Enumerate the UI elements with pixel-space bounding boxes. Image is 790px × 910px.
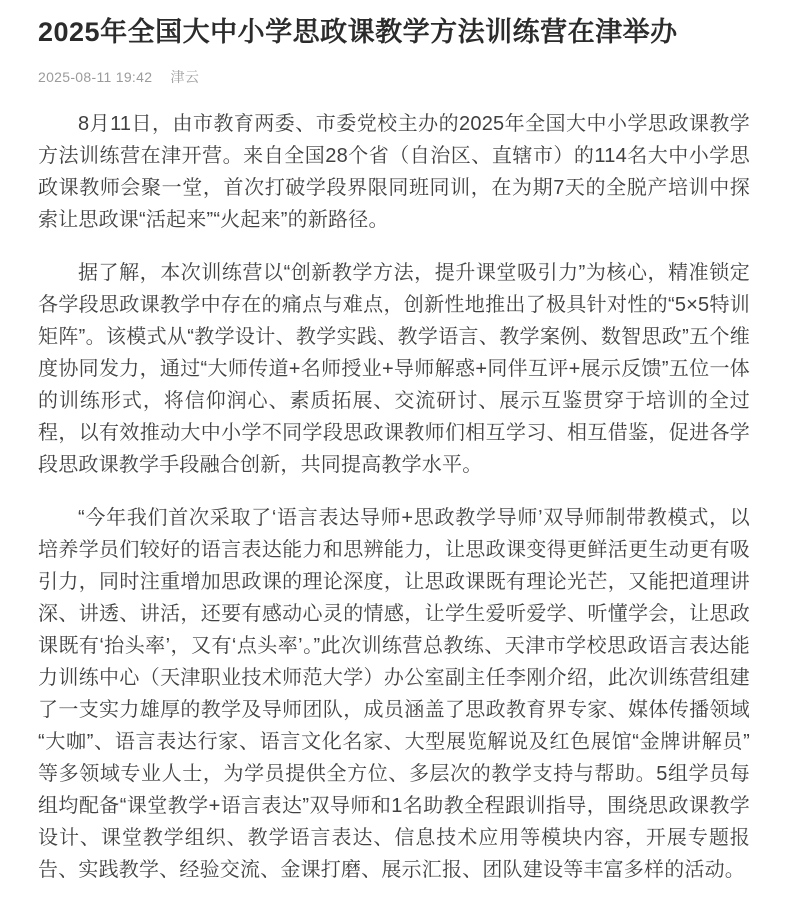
article-title: 2025年全国大中小学思政课教学方法训练营在津举办 — [38, 17, 678, 47]
article-meta — [38, 67, 750, 87]
paragraph-opening: 8月11日，由市教育两委、市委党校主办的2025年全国大中小学思政课教学方法训练营在津开营。来自全国28个省（自治区、直辖市）的114名大中小学思政课教师会聚一堂，首次打破学段界限同班同训，在为期7天的全脱产培训中探索让思政课“活起来”“火起来”的新路径。 — [38, 112, 750, 231]
paragraph-training-matrix: 据了解，本次训练营以“创新教学方法，提升课堂吸引力”为核心，精准锁定各学段思政课教学中存在的痛点与难点，创新性地推出了极具针对性的“5×5特训矩阵”。该模式从“教学设计、教学实践、教学语言、教学案例、数智思政”五个维度协同发力，通过“大师传道+名师授业+导师解惑+同伴互评+展示反馈”五位一体的训练形式，将信仰润心、素质拓展、交流研讨、展示互鉴贯穿于培训的全过程，以有效推动大中小学不同学段思政课教师们相互学习、相互借鉴，促进各学段思政课教学手段融合创新，共同提高教学水平。 — [38, 261, 750, 476]
source-name: 津云 — [170, 68, 200, 85]
publish-date: 2025-08-11 19:42 — [38, 68, 153, 85]
article-body — [38, 108, 750, 886]
paragraph-quote-li-gang: “今年我们首次采取了‘语言表达导师+思政教学导师’双导师制带教模式，以培养学员们较好的语言表达能力和思辨能力，让思政课变得更鲜活更生动更有吸引力，同时注重增加思政课的理论深度，让思政课既有理论光芒，又能把道理讲深、讲透、讲活，还要有感动心灵的情感，让学生爱听爱学、听懂学会，让思政课既有‘抬头率’，又有‘点头率’。”此次训练营总教练、天津市学校思政语言表达能力训练中心（天津职业技术师范大学）办公室副主任李刚介绍，此次训练营组建了一支实力雄厚的教学及导师团队，成员涵盖了思政教育界专家、媒体传播领域“大咖”、语言表达行家、语言文化名家、大型展览解说及红色展馆“金牌讲解员”等多领域专业人士，为学员提供全方位、多层次的教学支持与帮助。5组学员每组均配备“课堂教学+语言表达”双导师和1名助教全程跟训指导，围绕思政课教学设计、课堂教学组织、教学语言表达、信息技术应用等模块内容，开展专题报告、实践教学、经验交流、金课打磨、展示汇报、团队建设等丰富多样的活动。 — [38, 506, 750, 881]
